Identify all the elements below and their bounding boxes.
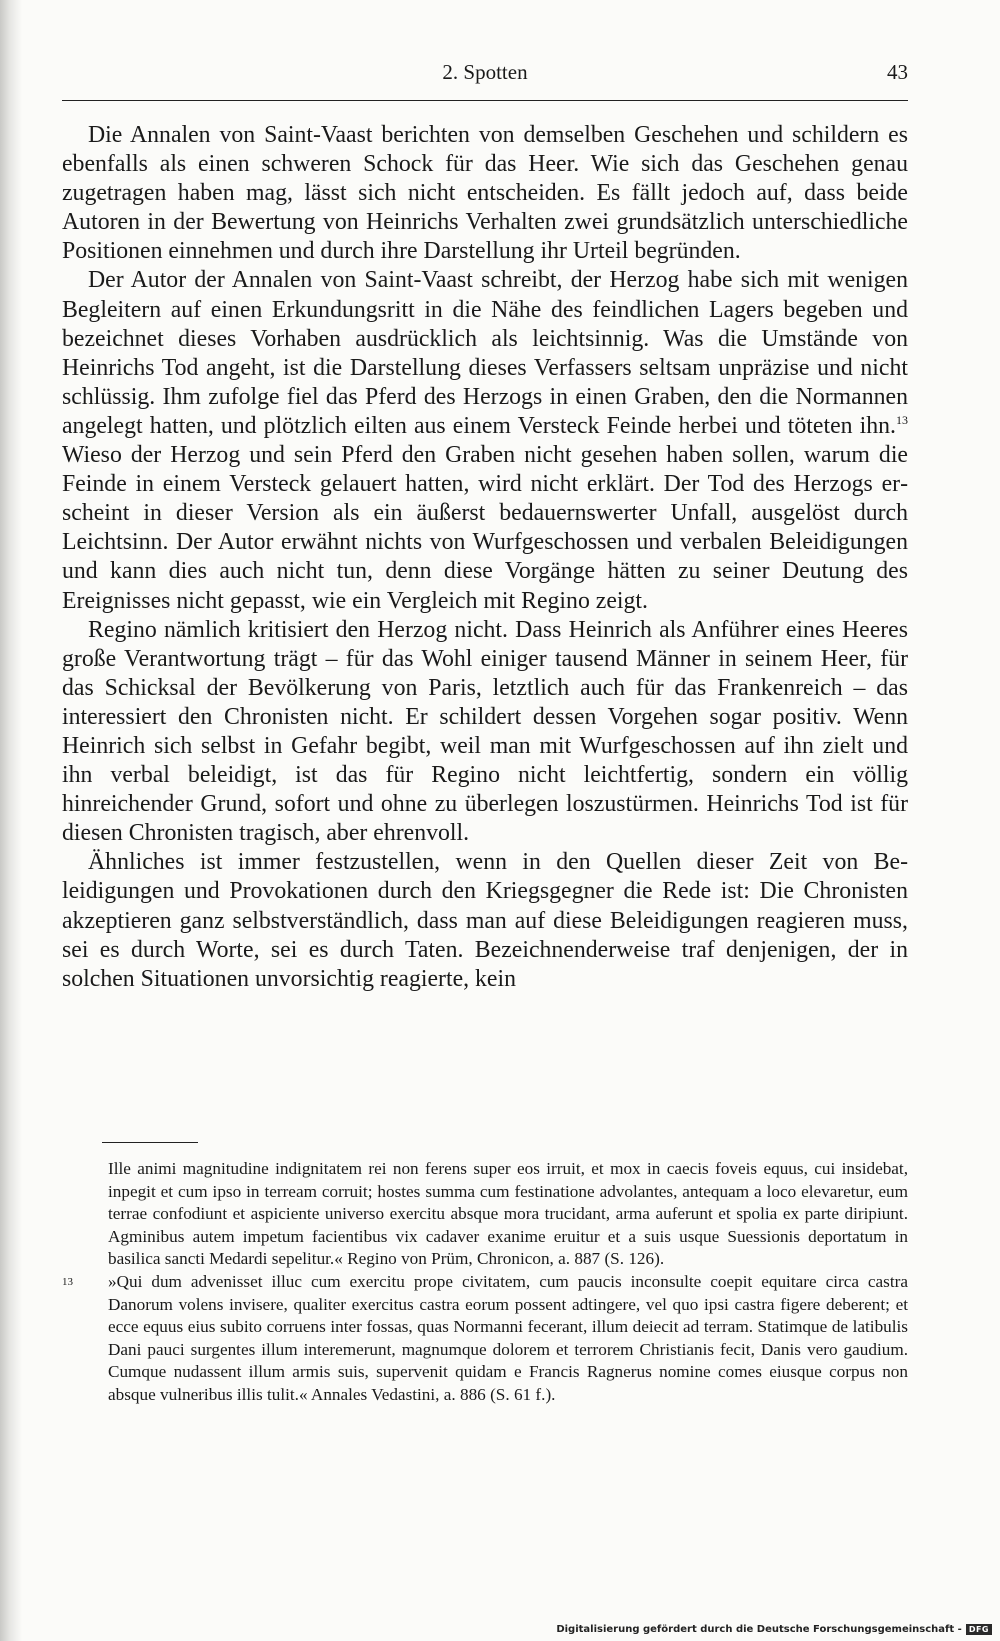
paragraph-2 — [62, 266, 908, 615]
footnote-12-continued — [62, 1158, 908, 1271]
footnote-mark: 13 — [62, 1275, 73, 1288]
main-text — [62, 121, 908, 994]
page-edge-shadow — [0, 0, 22, 1641]
running-header — [62, 58, 908, 101]
dfg-logo: DFG — [966, 1624, 992, 1635]
footnote-reference: 13 — [896, 412, 908, 427]
footnote-text: »Qui dum advenisset illuc cum exercitu prope civitatem, cum paucis inconsulte coepit equitare circa castra Danorum volens invisere, qualiter exercitus castra eorum possent adtingere, vel quo ipsi castra figere deberent; et ecce equus eius subito corruens inter fossas, quas Normanni fecerant, illum deiecit ad terram. Statimque de latibulis Dani pauci surgentes illum interemerunt, magnumque dolorem et terrorem Christianis fecit, Danis vero gaudium. Cumque nudassent illum armis suis, supervenit quidam e Francis Ragnerus nomine comes eiusque corpus non absque vulneribus illis tulit.« Annales Vedastini, a. 886 (S. 61 f.). — [108, 1271, 908, 1404]
paragraph-3: Regino nämlich kritisiert den Herzog nicht. Dass Heinrich als Anführer eines Heeres große Verantwortung trägt – für das Wohl einiger tausend Männer in seinem Heer, für das Schicksal der Bevölkerung von Paris, letztlich auch für das Frankenreich – das interessiert den Chronisten nicht. Er schildert dessen Vorgehen sogar positiv. Wenn Heinrich sich selbst in Gefahr begibt, weil man mit Wurfgeschossen auf ihn zielt und ihn verbal beleidigt, ist das für Regino nicht leichtfertig, sondern ein völlig hinreichender Grund, sofort und ohne zu überlegen loszustürmen. Heinrichs Tod ist für diesen Chronisten tragisch, aber ehrenvoll. — [62, 616, 908, 847]
footnotes — [62, 1158, 908, 1407]
footnote-mark — [62, 1158, 108, 1271]
page-number: 43 — [887, 60, 908, 84]
footnote-divider — [102, 1142, 198, 1143]
footnote-13 — [62, 1271, 908, 1407]
paragraph-2-continuation: Wieso der Herzog und sein Pferd den Graben nicht gesehen haben sollen, warum die Feinde in einem Versteck gelauert hatten, wird nicht erklärt. Der Tod des Herzogs erscheint in dieser Version als ein äußerst bedauernswerter Unfall, ausgelöst durch Leichtsinn. Der Autor erwähnt nichts von Wurfgeschossen und verbalen Beleidigungen und kann dies auch nicht tun, denn diese Vorgänge hätten zu seiner Deutung des Ereignisses nicht gepasst, wie ein Vergleich mit Regino zeigt. — [62, 442, 908, 614]
running-title: 2. Spotten — [442, 60, 528, 84]
paragraph-4: Ähnliches ist immer festzustellen, wenn in den Quellen dieser Zeit von Beleidigungen und Provokationen durch den Kriegsgegner die Rede ist: Die Chronisten akzeptieren ganz selbstverständlich, dass man auf diese Beleidigungen reagieren muss, sei es durch Worte, sei es durch Taten. Bezeichnenderweise traf denjenigen, der in solchen Situationen unvorsichtig reagierte, kein — [62, 849, 908, 992]
paragraph-2-text: Der Autor der Annalen von Saint-Vaast schreibt, der Herzog habe sich mit wenigen Begleitern auf einen Erkundungsritt in die Nähe des feindlichen Lagers begeben und bezeichnet dieses Vorhaben ausdrücklich als leichtsinnig. Was die Umstände von Heinrichs Tod angeht, ist die Darstellung dieses Verfassers seltsam unpräzise und nicht schlüssig. Ihm zufolge fiel das Pferd des Herzogs in einen Graben, den die Normannen angelegt hatten, und plötzlich eilten aus einem Versteck Feinde herbei und töteten ihn. — [62, 267, 908, 439]
credit-text: Digitalisierung gefördert durch die Deutsche Forschungsgemeinschaft - — [556, 1624, 962, 1635]
paragraph-1: Die Annalen von Saint-Vaast berichten von demselben Geschehen und schildern es ebenfalls als einen schweren Schock für das Heer. Wie sich das Geschehen genau zugetragen haben mag, lässt sich nicht entscheiden. Es fällt jedoch auf, dass beide Autoren in der Bewertung von Heinrichs Verhalten zwei grundsätzlich unterschiedliche Positionen einnehmen und durch ihre Darstellung ihr Urteil begründen. — [62, 122, 908, 265]
digitization-credit — [556, 1624, 992, 1635]
footnote-text: Ille animi magnitudine indignitatem rei non ferens super eos irruit, et mox in caecis foveis equus, cui insidebat, inpegit et cum ipso in terream corruit; hostes summa cum festinatione advolantes, antequam a loco elevaretur, eum terrae confodiunt et aspiciente universo exercitu absque mora trucidant, arma auferunt et spolia ex parte diripiunt. Agminibus autem impetum facientibus vix cadaver exanime eruitur et a suis usque Suessionis deportatum in basilica sancti Medardi sepelitur.« Regino von Prüm, Chronicon, a. 887 (S. 126). — [108, 1159, 908, 1269]
